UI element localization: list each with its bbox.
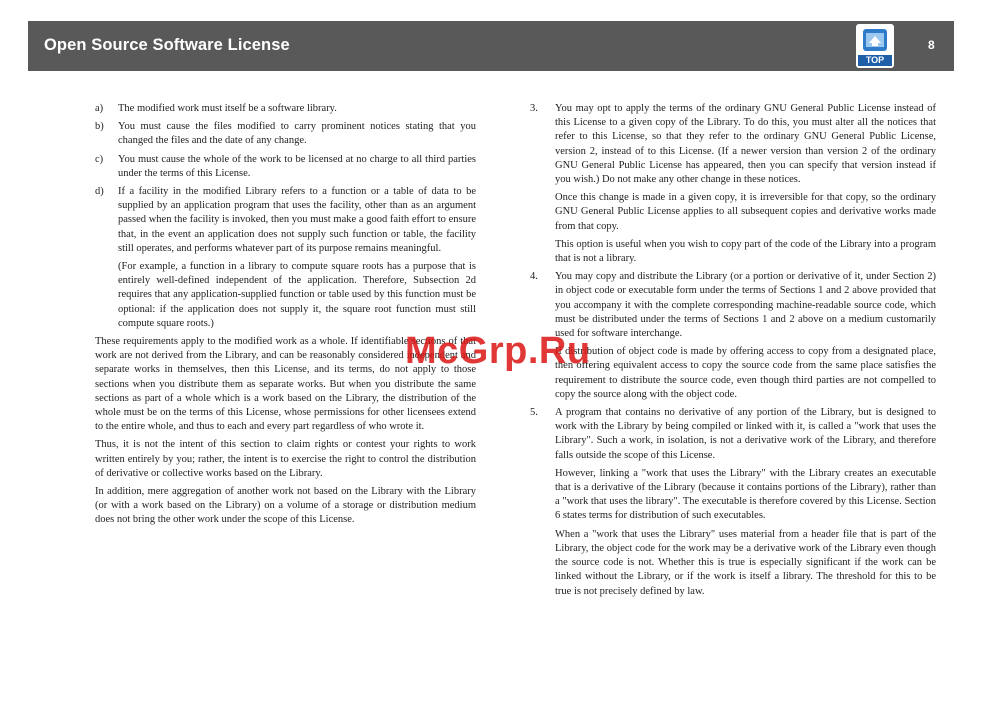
list-item-text: If a facility in the modified Library refers to a function or a table of data to be supplied by an application program that uses the facility, other than as an argument passed when the facility is invoked, then you must make a good faith effort to ensure that, in the event an application does not supply such function or table, the facility still operates, and performs whatever part of its purpose remains meaningful. — [118, 186, 476, 254]
page-header — [28, 21, 954, 71]
list-item-text: You must cause the files modified to carry prominent notices stating that you changed the files and the date of any change. — [118, 121, 476, 147]
body-paragraph: These requirements apply to the modified work as a whole. If identifiable sections of that work are not derived from the Library, and can be reasonably considered independent and separate works in themselves, then this License, and its terms, do not apply to those sections when you distribute them as separate works. But when you distribute the same sections as part of a whole which is a work based on the Library, the distribution of the whole must be on the terms of this License, whose permissions for other licensees extend to the entire whole, and thus to each and every part regardless of who wrote it. — [95, 336, 476, 433]
list-item-5 — [530, 406, 936, 463]
top-button[interactable] — [856, 24, 894, 68]
body-paragraph: Thus, it is not the intent of this section to claim rights or contest your rights to work written entirely by you; rather, the intent is to exercise the right to control the distribution of derivative or collective works based on the Library. — [95, 439, 476, 479]
list-item-sub-paragraph: However, linking a "work that uses the Library" with the Library creates an executable that is a derivative of the Library (because it contains portions of the Library), rather than a "work that uses the library". The executable is therefore covered by this License. Section 6 states terms for distribution of such executables. — [555, 467, 936, 522]
list-item-text: The modified work must itself be a software library. — [118, 103, 337, 114]
list-marker: 3. — [530, 103, 538, 114]
top-home-icon — [861, 27, 889, 53]
list-item-d — [95, 185, 476, 256]
page-number: 8 — [928, 38, 935, 52]
list-item-sub-paragraph: This option is useful when you wish to copy part of the code of the Library into a program that is not a library. — [555, 238, 936, 265]
list-item-d-note: (For example, a function in a library to compute square roots has a purpose that is entirely well-defined independent of the application. Therefore, Subsection 2d requires that any application-supplied function or table used by this function must be optional: if the application does not supply it, the square root function must still compute square roots.) — [118, 261, 476, 329]
list-item-text: A program that contains no derivative of any portion of the Library, but is designed to work with the Library by being compiled or linked with it, is called a "work that uses the Library". Such a work, in isolation, is not a derivative work of the Library, and therefore falls outside the scope of this License. — [555, 407, 936, 461]
list-item-sub-paragraph: If distribution of object code is made by offering access to copy from a designated place, then offering equivalent access to copy the source code from the same place satisfies the requirement to distribute the source code, even though third parties are not compelled to copy the source along with the object code. — [555, 346, 936, 400]
list-marker: b) — [95, 121, 104, 133]
list-item-text: You may opt to apply the terms of the ordinary GNU General Public License instead of this License to a given copy of the Library. To do this, you must alter all the notices that refer to this License, so that they refer to the ordinary GNU General Public License, version 2, instead of to this License. (If a newer version than version 2 of the ordinary GNU General Public License has appeared, then you can specify that version instead if you wish.) Do not make any other change in these notices. — [555, 103, 936, 186]
list-item-sub-paragraph: When a "work that uses the Library" uses material from a header file that is part of the Library, the object code for the work may be a derivative work of the Library even though the source code is not. Whether this is true is especially significant if the work can be linked without the Library, or if the work is itself a library. The threshold for this to be true is not precisely defined by law. — [555, 528, 936, 597]
list-item-a — [95, 102, 476, 116]
list-marker: c) — [95, 153, 104, 165]
list-item-text: You must cause the whole of the work to be licensed at no charge to all third parties under the terms of this License. — [118, 153, 476, 179]
list-marker: a) — [95, 103, 104, 114]
list-marker: 5. — [530, 407, 538, 419]
list-item-4 — [530, 270, 936, 341]
body-paragraph: In addition, mere aggregation of another work not based on the Library with the Library (or with a work based on the Library) on a volume of a storage or distribution medium does not bring the other work under the scope of this License. — [95, 486, 476, 526]
list-item-sub-paragraph: Once this change is made in a given copy, it is irreversible for that copy, so the ordinary GNU General Public License applies to all subsequent copies and derivative works made from that copy. — [555, 192, 936, 232]
list-item-c — [95, 153, 476, 181]
list-marker: 4. — [530, 271, 538, 283]
page-title: Open Source Software License — [44, 36, 290, 54]
list-marker: d) — [95, 186, 104, 198]
watermark: McGrp.Ru — [405, 330, 591, 372]
right-column — [530, 102, 936, 603]
left-column — [95, 102, 476, 532]
list-item-b — [95, 120, 476, 148]
list-item-3 — [530, 102, 936, 187]
top-button-label: TOP — [858, 55, 892, 66]
list-item-text: You may copy and distribute the Library (or a portion or derivative of it, under Section 2) in object code or executable form under the terms of Sections 1 and 2 above provided that you accompany it with the complete corresponding machine-readable source code, which must be distributed under the terms of Sections 1 and 2 above on a medium customarily used for software interchange. — [555, 271, 936, 340]
